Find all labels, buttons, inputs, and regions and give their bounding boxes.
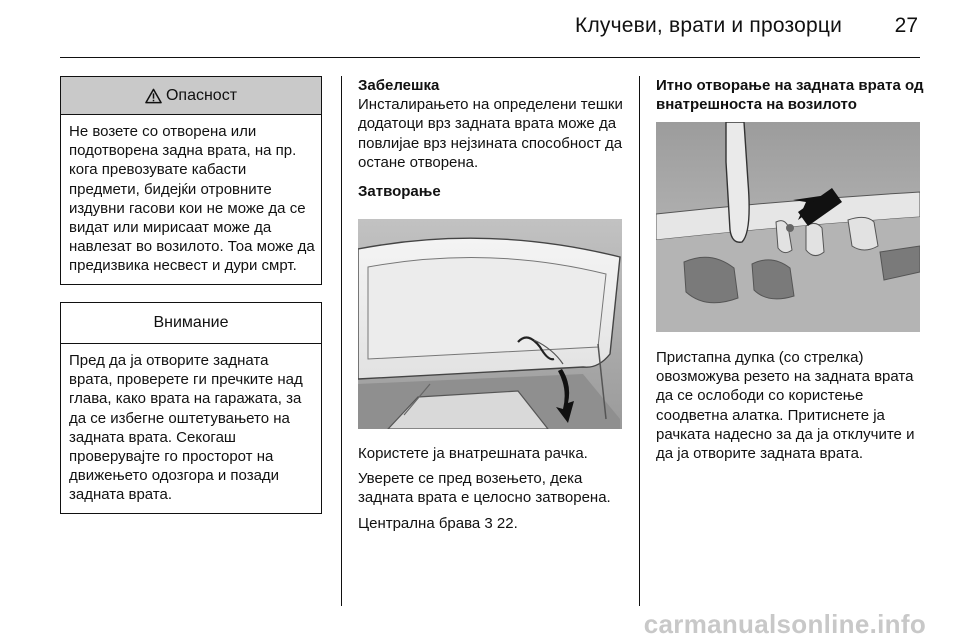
note-title: Забелешка: [358, 77, 440, 94]
column-divider-right: [639, 76, 640, 606]
right-column: [656, 76, 924, 114]
page-ref-number: 22.: [492, 514, 518, 532]
emergency-release-text: Пристапна дупка (со стрелка) овозможува резето на задната врата да се ослободи со користење соодветна алатка. Притиснете ја рачката надесно за да ја отклучите и да ја отворите задната врата.: [656, 349, 915, 463]
caution-box-text: Пред да ја отворите задната врата, проверете ги пречките над глава, како врата на гаражата, за да се избегне оштетувањето на задната врата. Секогаш проверувајте го просторот на движењето одозгора и позади задната врата.: [69, 352, 303, 504]
ensure-closed-text: Уверете се пред возењето, дека задната врата е целосно затворена.: [358, 470, 611, 507]
tailgate-closing-figure: [358, 219, 622, 429]
emergency-release-illustration: [656, 122, 920, 332]
middle-column-lower: [358, 444, 626, 533]
page-number: 27: [894, 14, 918, 37]
danger-box: [60, 76, 322, 285]
danger-box-header: [61, 77, 321, 115]
note-text: Инсталирањето на определени тешки додатоци врз задната врата може да повлијае врз нејзината способност да остане отворена.: [358, 96, 623, 171]
warning-triangle-icon: [145, 88, 162, 104]
emergency-release-title: Итно отворање на задната врата од внатрешноста на возилото: [656, 77, 924, 114]
header-divider: [60, 57, 920, 58]
use-inner-handle-text: Користете ја внатрешната рачка.: [358, 445, 588, 462]
tailgate-closing-illustration: [358, 219, 622, 429]
closing-section-title: Затворање: [358, 183, 441, 201]
page-header-title: Клучеви, врати и прозорци: [575, 14, 842, 37]
central-lock-ref: [358, 514, 626, 533]
page-ref-symbol: 3: [484, 514, 493, 532]
watermark: carmanualsonline.info: [643, 609, 926, 639]
caution-box-title: Внимание: [153, 314, 229, 331]
central-lock-label: Централна брава: [358, 514, 485, 532]
caution-box: [60, 302, 322, 514]
danger-box-title: Опасност: [165, 86, 238, 104]
column-divider-left: [341, 76, 342, 606]
caution-box-header: [61, 303, 321, 344]
middle-column: [358, 76, 626, 201]
emergency-release-figure: [656, 122, 920, 332]
danger-box-text: Не возете со отворена или подотворена задна врата, на пр. кога превозувате кабасти предмети, бидејќи отровните издувни гасови кои не може да се видат или мирисаат може да навлезат во возилото. Тоа може да предизвика несвест и дури смрт.: [69, 123, 315, 275]
